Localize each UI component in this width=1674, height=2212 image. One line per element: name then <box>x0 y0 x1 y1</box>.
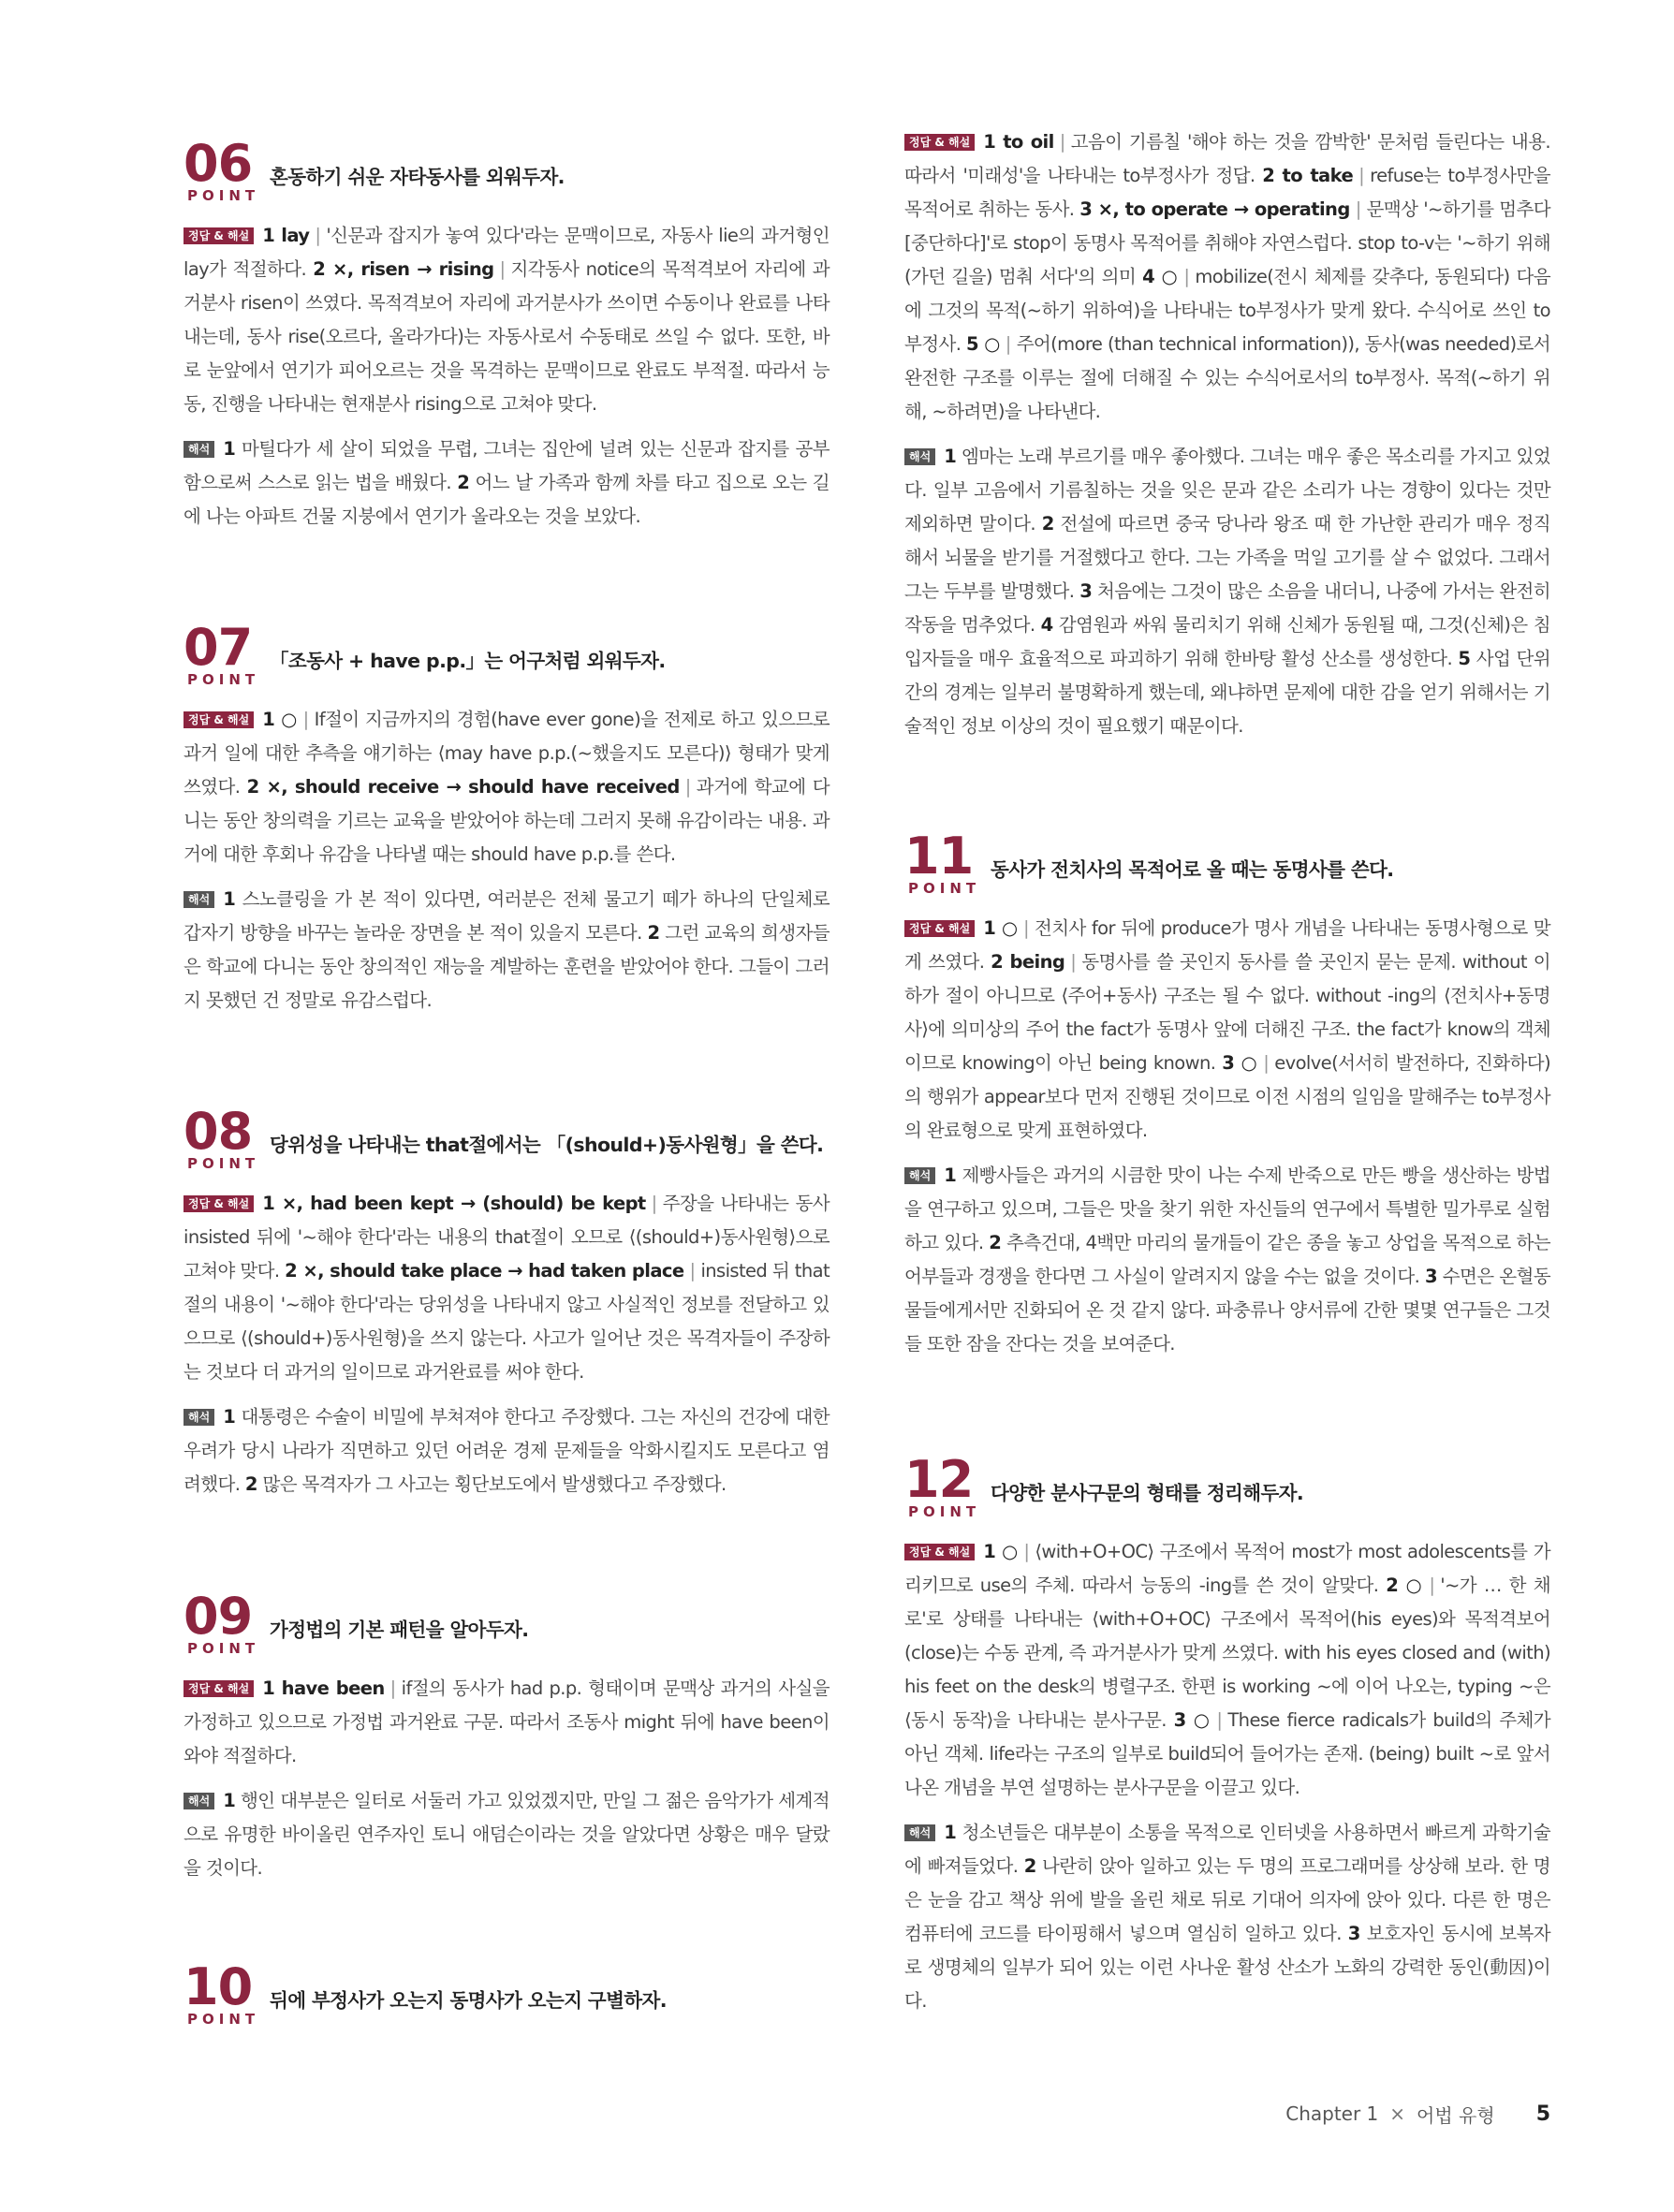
answer-key: 1 ○ <box>983 1541 1019 1562</box>
text-segment: 사업 단위 간의 경계는 일부러 불명확하게 했는데, 왜냐하면 문제에 대한 감을 얻기 위해서는 기술적인 정보 이상의 것이 필요했기 때문이다. <box>904 648 1550 737</box>
separator: | <box>1216 1709 1223 1731</box>
point-number: 09 <box>184 1587 253 1646</box>
point-title: 가정법의 기본 패턴을 알아두자. <box>270 1619 529 1641</box>
answer-key: 3 <box>1347 1923 1360 1944</box>
text-segment: ⟨with+O+OC⟩ 구조에서 목적어 most가 most adolescents를 가리키므로 use의 주체. 따라서 능동의 -ing를 쓴 것이 알맞다. <box>904 1541 1550 1596</box>
answer-badge: 정답 & 해설 <box>184 227 254 244</box>
point-title: 뒤에 부정사가 오는지 동명사가 오는지 구별하자. <box>270 1989 667 2012</box>
answer-key: 1 <box>944 446 957 467</box>
answer-badge: 정답 & 해설 <box>184 1195 254 1212</box>
separator: | <box>1429 1575 1435 1596</box>
footer-separator: × <box>1389 2102 1406 2125</box>
point-number: 10 <box>184 1957 253 2016</box>
answer-key: 1 <box>944 1165 957 1186</box>
answer-key: 2 being <box>991 951 1065 973</box>
point-title: 동사가 전치사의 목적어로 올 때는 동명사를 쓴다. <box>991 858 1394 881</box>
answer-key: 3 ○ <box>1173 1709 1211 1731</box>
answer-badge: 정답 & 해설 <box>184 1680 254 1697</box>
answer-key: 1 <box>223 438 236 460</box>
point-number: 11 <box>904 827 974 886</box>
text-segment: 과거에 학교에 다니는 동안 창의력을 기르는 교육을 받았어야 하는데 그러지 못해 유감이라는 내용. 과거에 대한 후회나 유감을 나타낼 때는 should have p.p.를 쓴다. <box>184 776 830 865</box>
point-title: 「조동사 + have p.p.」는 어구처럼 외워두자. <box>270 650 666 672</box>
translation-badge: 해석 <box>904 448 935 465</box>
answer-explanation <box>184 703 830 872</box>
text-segment: 행인 대부분은 일터로 서둘러 가고 있었겠지만, 만일 그 젊은 음악가가 세계적으로 유명한 바이올린 연주자인 토니 애덤슨이라는 것을 알았다면 상황은 매우 달랐을 것이다. <box>184 1790 830 1879</box>
text-segment: 추측건대, 4백만 마리의 물개들이 같은 종을 놓고 상업을 목적으로 하는 어부들과 경쟁을 한다면 그 사실이 알려지지 않을 수는 없을 것이다. <box>904 1232 1551 1287</box>
point-header <box>904 827 1550 899</box>
answer-key: 2 <box>244 1473 257 1495</box>
translation <box>904 1159 1550 1361</box>
point-label: POINT <box>187 1155 260 1172</box>
point-12-section <box>904 1450 1551 2018</box>
answer-key: 1 <box>223 1406 236 1428</box>
translation-badge: 해석 <box>184 891 214 908</box>
text-segment: 엠마는 노래 부르기를 매우 좋아했다. 그녀는 매우 좋은 목소리를 가지고 있었다. 일부 고음에서 기름칠하는 것을 잊은 문과 같은 소리가 나는 경향이 있다는 것만 제외하면 말이다. <box>904 446 1550 535</box>
translation <box>184 1784 830 1885</box>
separator: | <box>1355 198 1361 220</box>
point-10-header-section <box>184 1957 830 2029</box>
answer-explanation <box>184 1672 830 1773</box>
text-segment: refuse는 to부정사만을 목적어로 취하는 동사. <box>904 165 1550 220</box>
separator: | <box>1183 266 1190 287</box>
separator: | <box>1023 1541 1030 1562</box>
text-segment: if절의 동사가 had p.p. 형태이며 문맥상 과거의 사실을 가정하고 있으므로 가정법 과거완료 구문. 따라서 조동사 might 뒤에 have been이 와야 적절하다. <box>184 1677 830 1766</box>
answer-key: 1 <box>223 1790 236 1811</box>
text-segment: 제빵사들은 과거의 시큼한 맛이 나는 수제 반죽으로 만든 빵을 생산하는 방법을 연구하고 있으며, 그들은 맛을 찾기 위한 자신들의 연구에서 특별한 밀가루로 실험하고 있다. <box>904 1165 1550 1253</box>
answer-key: 2 <box>1023 1855 1036 1877</box>
answer-key: 2 ○ <box>1386 1575 1424 1596</box>
answer-key: 1 to oil <box>983 131 1054 153</box>
page-number: 5 <box>1535 2102 1550 2126</box>
point-10-body-section <box>904 125 1550 743</box>
answer-key: 1 lay <box>262 225 310 246</box>
text-segment: mobilize(전시 체제를 갖추다, 동원되다) 다음에 그것의 목적(~하기 위하여)을 나타내는 to부정사가 맞게 왔다. 수식어로 쓰인 to부정사. <box>904 266 1550 355</box>
point-08-section <box>184 1102 830 1502</box>
separator: | <box>689 1260 696 1282</box>
point-header <box>184 1957 830 2029</box>
separator: | <box>1023 917 1029 939</box>
answer-key: 3 ○ <box>1222 1052 1258 1074</box>
answer-explanation <box>904 1535 1550 1805</box>
text-segment: 보호자인 동시에 보복자로 생명체의 일부가 되어 있는 이런 사나운 활성 산소가 노화의 강력한 동인(動因)이다. <box>904 1923 1550 2012</box>
answer-key: 4 ○ <box>1142 266 1179 287</box>
point-09-section <box>184 1587 830 1885</box>
answer-badge: 정답 & 해설 <box>904 920 975 937</box>
translation-badge: 해석 <box>904 1824 935 1841</box>
answer-key: 2 ×, should take place → had taken place <box>285 1260 684 1282</box>
text-segment: 어느 날 가족과 함께 차를 타고 집으로 오는 길에 나는 아파트 건물 지붕에서 연기가 올라오는 것을 보았다. <box>184 472 830 527</box>
point-07-section <box>184 618 830 1018</box>
answer-key: 2 ×, should receive → should have received <box>246 776 680 798</box>
answer-badge: 정답 & 해설 <box>904 134 975 151</box>
answer-key: 2 <box>647 922 660 944</box>
answer-explanation <box>184 1187 830 1389</box>
answer-key: 1 ○ <box>262 709 298 730</box>
translation <box>184 1400 830 1502</box>
text-segment: 처음에는 그것이 많은 소음을 내더니, 나중에 가서는 완전히 작동을 멈추었다. <box>904 580 1551 636</box>
answer-explanation <box>904 125 1550 429</box>
translation-badge: 해석 <box>184 1409 214 1426</box>
point-title: 혼동하기 쉬운 자타동사를 외워두자. <box>270 166 565 188</box>
point-header <box>184 134 830 206</box>
separator: | <box>1059 131 1065 153</box>
separator: | <box>1005 333 1011 355</box>
translation-badge: 해석 <box>184 441 214 458</box>
text-segment: 대통령은 수술이 비밀에 부쳐져야 한다고 주장했다. 그는 자신의 건강에 대한 우려가 당시 나라가 직면하고 있던 어려운 경제 문제들을 악화시킬지도 모른다고 염려했다. <box>184 1406 830 1495</box>
text-segment: 지각동사 notice의 목적격보어 자리에 과거분사 risen이 쓰였다. 목적격보어 자리에 과거분사가 쓰이면 수동이나 완료를 나타내는데, 동사 rise(오르다, 올라가다)는 자동사로서 수동태로 쓰일 수 없다. 또한, 바로 눈앞에서 연기가 피어오르는 것을 목격하는 문맥이므로 완료도 부적절. 따라서 능동, 진행을 나타내는 현재분사 rising으로 고쳐야 맞다. <box>184 258 830 415</box>
answer-key: 3 ×, to operate → operating <box>1079 198 1350 220</box>
answer-key: 1 <box>223 888 236 910</box>
text-segment: 마틸다가 세 살이 되었을 무렵, 그녀는 집안에 널려 있는 신문과 잡지를 공부함으로써 스스로 읽는 법을 배웠다. <box>184 438 830 493</box>
point-title: 다양한 분사구문의 형태를 정리해두자. <box>991 1482 1304 1504</box>
point-11-section <box>904 827 1551 1361</box>
separator: | <box>1263 1052 1270 1074</box>
text-segment: 그런 교육의 희생자들은 학교에 다니는 동안 창의적인 재능을 계발하는 훈련을 받았어야 한다. 그들이 그러지 못했던 건 정말로 유감스럽다. <box>184 922 830 1011</box>
separator: | <box>389 1677 396 1699</box>
footer-chapter: Chapter 1 <box>1285 2102 1379 2125</box>
answer-explanation <box>904 912 1550 1148</box>
text-segment: 청소년들은 대부분이 소통을 목적으로 인터넷을 사용하면서 빠르게 과학기술에 빠져들었다. <box>904 1822 1550 1877</box>
answer-key: 2 to take <box>1262 165 1354 186</box>
point-number: 07 <box>184 618 253 677</box>
point-label: POINT <box>908 1503 981 1520</box>
answer-key: 5 ○ <box>965 333 1000 355</box>
text-segment: 고음이 기름칠 '해야 하는 것을 깜박한' 문처럼 들린다는 내용. 따라서 '미래성'을 나타내는 to부정사가 정답. <box>904 131 1550 186</box>
text-segment: 많은 목격자가 그 사고는 횡단보도에서 발생했다고 주장했다. <box>257 1473 727 1495</box>
text-segment: 동명사를 쓸 곳인지 동사를 쓸 곳인지 묻는 문제. without 이하가 절이 아니므로 ⟨주어+동사⟩ 구조는 될 수 없다. without -ing의 ⟨전치사+동명사⟩에 의미상의 주어 the fact가 동명사 앞에 더해진 구조. the fact가 know의 객체이므로 knowing이 아닌 being known. <box>904 951 1550 1074</box>
translation <box>904 1816 1550 2018</box>
page-footer <box>1285 2095 1550 2132</box>
text-segment: 수면은 온혈동물들에게서만 진화되어 온 것 같지 않다. 파충류나 양서류에 간한 몇몇 연구들은 그것들 또한 잠을 잔다는 것을 보여준다. <box>904 1266 1551 1355</box>
text-segment: 전치사 for 뒤에 produce가 명사 개념을 나타내는 동명사형으로 맞게 쓰였다. <box>904 917 1551 973</box>
point-header <box>184 618 830 690</box>
answer-badge: 정답 & 해설 <box>184 711 254 728</box>
answer-badge: 정답 & 해설 <box>904 1544 975 1560</box>
separator: | <box>651 1193 657 1214</box>
translation-badge: 해석 <box>904 1167 935 1184</box>
text-segment: '신문과 잡지가 놓여 있다'라는 문맥이므로, 자동사 lie의 과거형인 lay가 적절하다. <box>184 225 830 280</box>
point-06-section <box>184 134 830 534</box>
point-label: POINT <box>187 1640 260 1657</box>
text-segment: If절이 지금까지의 경험(have ever gone)을 전제로 하고 있으므로 과거 일에 대한 추측을 얘기하는 ⟨may have p.p.(~했을지도 모른다)⟩ 형태가 맞게 쓰였다. <box>184 709 830 798</box>
answer-key: 1 <box>944 1822 957 1843</box>
answer-key: 3 <box>1079 580 1093 602</box>
footer-type: 어법 유형 <box>1417 2103 1495 2127</box>
point-label: POINT <box>187 187 260 204</box>
point-header <box>904 1450 1550 1522</box>
point-header <box>184 1587 830 1659</box>
translation <box>184 883 830 1018</box>
answer-key: 4 <box>1040 614 1053 636</box>
point-title: 당위성을 나타내는 that절에서는 「(should+)동사원형」을 쓴다. <box>270 1134 824 1156</box>
text-segment: 주어(more (than technical information)), 동사(was needed)로서 완전한 구조를 이루는 절에 더해질 수 있는 수식어로서의 to부정사. 목적(~하기 위해, ~하려면)을 나타낸다. <box>904 333 1550 422</box>
answer-key: 1 ×, had been kept → (should) be kept <box>262 1193 646 1214</box>
point-number: 08 <box>184 1102 253 1161</box>
separator: | <box>1358 165 1365 186</box>
point-number: 06 <box>184 134 253 193</box>
point-header <box>184 1102 830 1174</box>
point-label: POINT <box>187 2011 260 2028</box>
answer-explanation <box>184 219 830 421</box>
text-segment: 전설에 따르면 중국 당나라 왕조 때 한 가난한 관리가 매우 정직해서 뇌물을 받기를 거절했다고 한다. 그는 가족을 먹일 고기를 살 수 없었다. 그래서 그는 두부를 발명했다. <box>904 513 1550 602</box>
point-label: POINT <box>187 671 260 688</box>
answer-key: 1 have been <box>262 1677 385 1699</box>
translation <box>904 440 1550 743</box>
text-segment: 주장을 나타내는 동사 insisted 뒤에 '~해야 한다'라는 내용의 that절이 오므로 ⟨(should+)동사원형⟩으로 고쳐야 맞다. <box>184 1193 830 1282</box>
separator: | <box>315 225 321 246</box>
text-segment: insisted 뒤 that절의 내용이 '~해야 한다'라는 당위성을 나타내지 않고 사실적인 정보를 전달하고 있으므로 ⟨(should+)동사원형⟩을 쓰지 않는다. 사고가 일어난 것은 목격자들이 주장하는 것보다 더 과거의 일이므로 과거완료를 써야 한다. <box>184 1260 830 1383</box>
point-label: POINT <box>908 880 981 897</box>
separator: | <box>684 776 691 798</box>
text-segment: 문맥상 '~하기를 멈추다[중단하다]'로 stop이 동명사 목적어를 취해야 자연스럽다. stop to-v는 '~하기 위해 (가던 길을) 멈춰 서다'의 의미 <box>904 198 1550 287</box>
text-segment: '~가 … 한 채로'로 상태를 나타내는 ⟨with+O+OC⟩ 구조에서 목적어(his eyes)와 목적격보어(close)는 수동 관계, 즉 과거분사가 맞게 쓰였다. with his eyes closed and (with) his feet on the desk의 병렬구조. 한편 is working ~에 이어 나오는, typing ~은 ⟨동시 동작⟩을 나타내는 분사구문. <box>904 1575 1550 1731</box>
text-segment: 감염원과 싸워 물리치기 위해 신체가 동원될 때, 그것(신체)은 침입자들을 매우 효율적으로 파괴하기 위해 한바탕 활성 산소를 생성한다. <box>904 614 1550 669</box>
answer-key: 3 <box>1425 1266 1437 1287</box>
text-segment: 스노클링을 가 본 적이 있다면, 여러분은 전체 물고기 떼가 하나의 단일체로 갑자기 방향을 바꾸는 놀라운 장면을 본 적이 있을지 모른다. <box>184 888 830 944</box>
answer-key: 2 <box>989 1232 1002 1253</box>
separator: | <box>499 258 506 280</box>
translation-badge: 해석 <box>184 1793 214 1809</box>
answer-key: 2 <box>1041 513 1054 535</box>
point-number: 12 <box>904 1450 974 1509</box>
separator: | <box>302 709 309 730</box>
separator: | <box>1070 951 1077 973</box>
answer-key: 1 ○ <box>983 917 1018 939</box>
text-segment: 나란히 앉아 일하고 있는 두 명의 프로그래머를 상상해 보라. 한 명은 눈을 감고 책상 위에 발을 올린 채로 뒤로 기대어 의자에 앉아 있다. 다른 한 명은 컴퓨터에 코드를 타이핑해서 넣으며 열심히 일하고 있다. <box>904 1855 1550 1944</box>
answer-key: 2 <box>457 472 470 493</box>
translation <box>184 432 830 534</box>
text-segment: evolve(서서히 발전하다, 진화하다)의 행위가 appear보다 먼저 진행된 것이므로 이전 시점의 일임을 말해주는 to부정사의 완료형으로 맞게 표현하였다. <box>904 1052 1550 1141</box>
text-segment: These fierce radicals가 build의 주체가 아닌 객체. life라는 구조의 일부로 build되어 들어가는 존재. (being) built ~로 앞서 나온 개념을 부연 설명하는 분사구문을 이끌고 있다. <box>904 1709 1551 1798</box>
answer-key: 2 ×, risen → rising <box>313 258 494 280</box>
answer-key: 5 <box>1458 648 1471 669</box>
